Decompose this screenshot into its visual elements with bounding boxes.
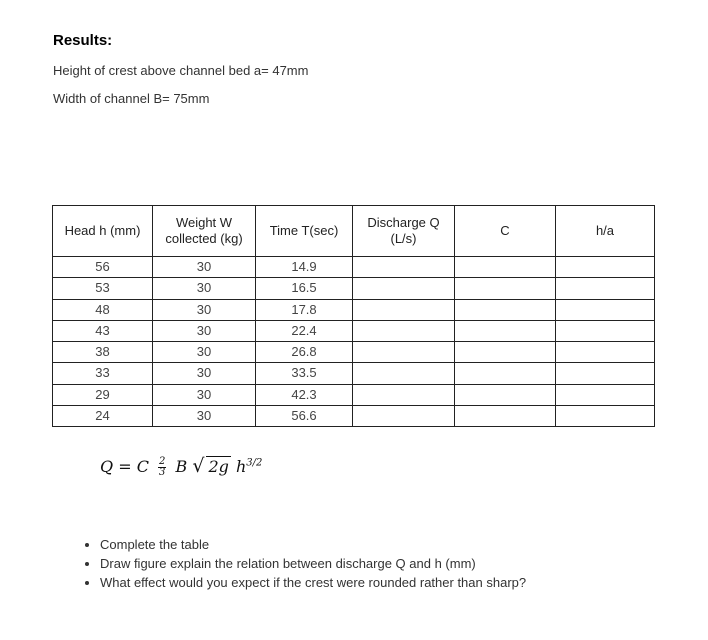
results-table	[52, 205, 655, 427]
cell-weight: 30	[153, 405, 256, 426]
cell-time: 16.5	[256, 278, 353, 299]
fraction-denominator: 3	[159, 467, 166, 478]
cell-time: 33.5	[256, 363, 353, 384]
table-row	[53, 363, 655, 384]
cell-c	[455, 363, 556, 384]
cell-h-over-a	[556, 299, 655, 320]
cell-weight: 30	[153, 299, 256, 320]
table-row	[53, 257, 655, 278]
list-item: • What effect would you expect if the crest were rounded rather than sharp?	[100, 573, 526, 592]
formula-exponent: 3/2	[246, 457, 263, 469]
cell-h-over-a	[556, 257, 655, 278]
cell-weight: 30	[153, 278, 256, 299]
cell-c	[455, 342, 556, 363]
cell-head: 53	[53, 278, 153, 299]
task-list	[60, 535, 526, 592]
cell-h-over-a	[556, 405, 655, 426]
cell-discharge	[353, 320, 455, 341]
cell-head: 43	[53, 320, 153, 341]
cell-weight: 30	[153, 342, 256, 363]
cell-weight: 30	[153, 363, 256, 384]
cell-discharge	[353, 299, 455, 320]
cell-h-over-a	[556, 363, 655, 384]
channel-width-line: Width of channel B= 75mm	[53, 91, 210, 106]
cell-time: 26.8	[256, 342, 353, 363]
cell-head: 29	[53, 384, 153, 405]
crest-height-line: Height of crest above channel bed a= 47mm	[53, 63, 309, 78]
cell-h-over-a	[556, 320, 655, 341]
fraction-numerator: 2	[159, 456, 166, 467]
cell-discharge	[353, 342, 455, 363]
header-h-over-a: h/a	[556, 206, 655, 257]
table-row	[53, 320, 655, 341]
cell-discharge	[353, 257, 455, 278]
cell-discharge	[353, 405, 455, 426]
results-heading: Results:	[53, 32, 113, 49]
table-row	[53, 405, 655, 426]
header-head: Head h (mm)	[53, 206, 153, 257]
cell-c	[455, 299, 556, 320]
cell-h-over-a	[556, 342, 655, 363]
cell-c	[455, 320, 556, 341]
cell-time: 56.6	[256, 405, 353, 426]
cell-head: 56	[53, 257, 153, 278]
table-row	[53, 278, 655, 299]
list-item: • Complete the table	[100, 535, 526, 554]
cell-weight: 30	[153, 257, 256, 278]
table-row	[53, 342, 655, 363]
cell-c	[455, 257, 556, 278]
radical-sign-icon: √	[192, 455, 205, 477]
cell-time: 22.4	[256, 320, 353, 341]
cell-head: 33	[53, 363, 153, 384]
cell-weight: 30	[153, 384, 256, 405]
cell-time: 14.9	[256, 257, 353, 278]
formula-radicand: 2g	[208, 457, 229, 476]
cell-weight: 30	[153, 320, 256, 341]
cell-time: 42.3	[256, 384, 353, 405]
cell-discharge	[353, 363, 455, 384]
cell-h-over-a	[556, 278, 655, 299]
cell-h-over-a	[556, 384, 655, 405]
formula-b: B	[175, 457, 188, 476]
table-row	[53, 299, 655, 320]
formula-h: h	[235, 457, 247, 476]
cell-head: 38	[53, 342, 153, 363]
cell-c	[455, 405, 556, 426]
table-row	[53, 384, 655, 405]
header-time: Time T(sec)	[256, 206, 353, 257]
formula-lhs: Q = C	[100, 457, 149, 476]
cell-head: 24	[53, 405, 153, 426]
header-weight: Weight W collected (kg)	[153, 206, 256, 257]
table-header-row	[53, 206, 655, 257]
formula-fraction	[158, 457, 166, 478]
list-item: • Draw figure explain the relation between discharge Q and h (mm)	[100, 554, 526, 573]
cell-head: 48	[53, 299, 153, 320]
header-discharge: Discharge Q (L/s)	[353, 206, 455, 257]
weir-formula	[100, 455, 262, 485]
cell-c	[455, 278, 556, 299]
cell-c	[455, 384, 556, 405]
cell-time: 17.8	[256, 299, 353, 320]
cell-discharge	[353, 384, 455, 405]
header-c: C	[455, 206, 556, 257]
cell-discharge	[353, 278, 455, 299]
